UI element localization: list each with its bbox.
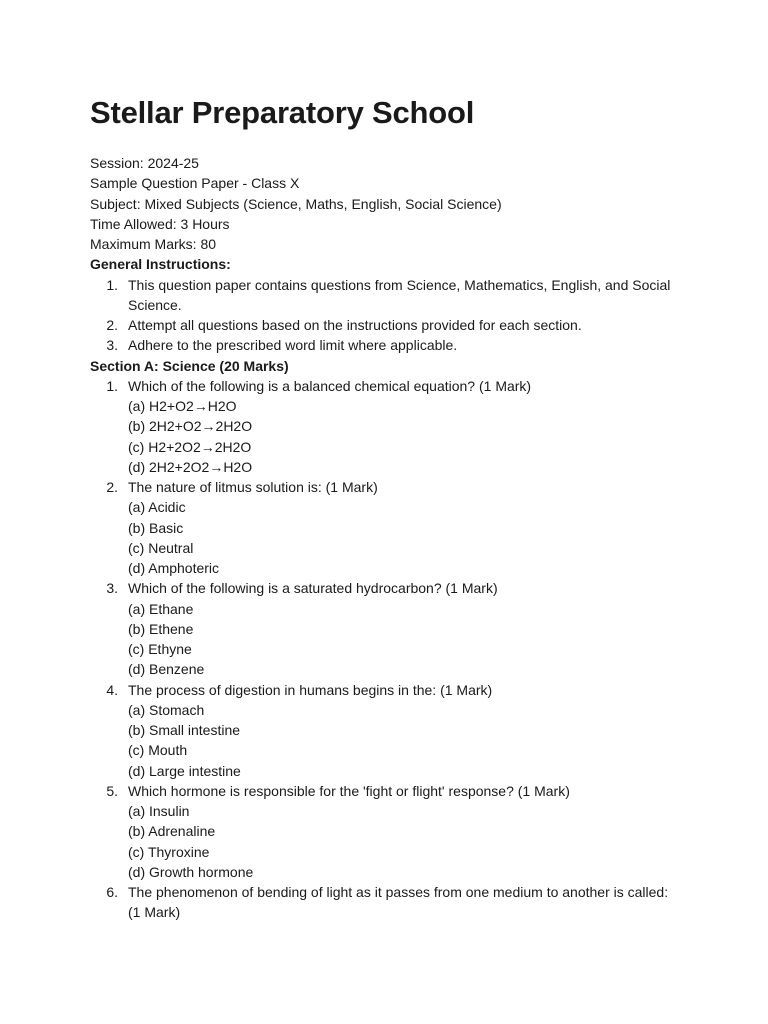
question-item — [90, 376, 678, 477]
question-option: (c) Mouth — [128, 742, 188, 759]
question-option: (c) Neutral — [128, 539, 194, 556]
question-option: (b) Ethene — [128, 620, 194, 637]
question-option: (a) Ethane — [128, 600, 194, 617]
instruction-item — [90, 335, 678, 355]
instruction-text: Adhere to the prescribed word limit where applicable. — [128, 337, 458, 354]
question-text: Which of the following is a balanced chemical equation? (1 Mark) — [128, 377, 532, 394]
question-option: (b) Basic — [128, 519, 184, 536]
section-a-heading: Section A: Science (20 Marks) — [90, 357, 289, 374]
question-option: (d) 2H2+2O2→H2O — [128, 458, 253, 475]
meta-subject: Subject: Mixed Subjects (Science, Maths, English, Social Science) — [90, 195, 502, 212]
question-list — [90, 376, 678, 923]
question-option: (b) Small intestine — [128, 722, 241, 738]
meta-maximum-marks: Maximum Marks: 80 — [90, 236, 217, 252]
question-item — [90, 680, 678, 781]
question-number: 6. — [106, 884, 118, 900]
question-option: (d) Large intestine — [128, 762, 241, 779]
question-text: The phenomenon of bending of light as it passes from one medium to another is called: (1 Mark) — [128, 884, 669, 921]
instruction-text: This question paper contains questions from Science, Mathematics, English, and Social Science. — [128, 276, 671, 313]
meta-time-allowed: Time Allowed: 3 Hours — [90, 215, 230, 232]
question-text: Which hormone is responsible for the 'fight or flight' response? (1 Mark) — [128, 782, 570, 799]
question-option: (a) Stomach — [128, 701, 205, 718]
school-title: Stellar Preparatory School — [90, 95, 475, 130]
question-option: (d) Growth hormone — [128, 863, 254, 880]
question-option: (b) 2H2+O2→2H2O — [128, 418, 253, 435]
question-option: (a) H2+O2→H2O — [128, 398, 237, 414]
instruction-item — [90, 315, 678, 335]
meta-paper-type: Sample Question Paper - Class X — [90, 175, 300, 192]
question-option: (c) H2+2O2→2H2O — [128, 438, 252, 455]
question-number: 2. — [106, 479, 118, 495]
question-text: The process of digestion in humans begins in the: (1 Mark) — [128, 681, 493, 698]
question-number: 4. — [106, 681, 118, 698]
instruction-text: Attempt all questions based on the instructions provided for each section. — [128, 317, 582, 333]
question-number: 1. — [106, 377, 118, 394]
question-option: (d) Amphoteric — [128, 560, 220, 576]
question-option: (c) Thyroxine — [128, 843, 210, 860]
instruction-number: 2. — [106, 317, 118, 333]
question-item — [90, 477, 678, 578]
paper-meta — [90, 153, 678, 254]
instructions-list — [90, 275, 678, 356]
question-option: (d) Benzene — [128, 661, 205, 678]
instruction-number: 3. — [106, 337, 118, 354]
question-item — [90, 882, 678, 923]
question-number: 3. — [106, 580, 118, 597]
question-item — [90, 781, 678, 882]
question-text: Which of the following is a saturated hydrocarbon? (1 Mark) — [128, 580, 498, 597]
question-option: (a) Insulin — [128, 803, 190, 819]
question-option: (b) Adrenaline — [128, 823, 216, 840]
question-option: (a) Acidic — [128, 499, 186, 516]
meta-session: Session: 2024-25 — [90, 155, 199, 171]
question-number: 5. — [106, 782, 118, 799]
instructions-heading: General Instructions: — [90, 256, 231, 273]
instruction-item — [90, 275, 678, 316]
question-item — [90, 578, 678, 679]
question-text: The nature of litmus solution is: (1 Mark) — [128, 479, 378, 495]
question-option: (c) Ethyne — [128, 641, 192, 657]
instruction-number: 1. — [106, 276, 118, 293]
